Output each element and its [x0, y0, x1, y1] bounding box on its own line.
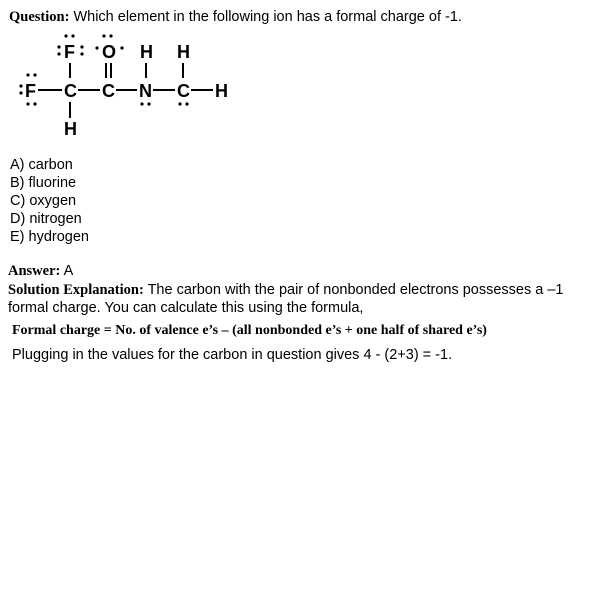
atom-c1: C: [64, 81, 77, 101]
answer-label: Answer:: [8, 263, 61, 279]
explanation-label: Solution Explanation:: [8, 282, 144, 298]
lewis-structure: [0, 30, 260, 150]
formal-charge-formula: Formal charge = No. of valence e’s – (all nonbonded e’s + one half of shared e’s): [12, 323, 487, 338]
atom-o-top: O: [102, 42, 117, 62]
option-d: D) nitrogen: [10, 211, 82, 227]
option-b: B) fluorine: [10, 175, 77, 191]
question: [9, 8, 462, 26]
atom-h-right: H: [215, 81, 228, 101]
plugging-values: Plugging in the values for the carbon in question gives 4 - (2+3) = -1.: [12, 347, 453, 363]
solution-explanation: [8, 281, 588, 317]
question-label: Question:: [9, 9, 70, 25]
atom-f-top: F: [64, 42, 75, 62]
atom-h-bottom: H: [64, 119, 77, 139]
atom-c2: C: [102, 81, 115, 101]
atom-f-left: F: [25, 81, 36, 101]
option-e: E) hydrogen: [10, 229, 89, 245]
explanation-text: The carbon with the pair of nonbonded electrons possesses a –1 formal charge. You can calculate this using the formula,: [8, 282, 564, 316]
answer-value: A: [60, 263, 74, 279]
answer-options: [10, 156, 89, 246]
atom-n: N: [139, 81, 152, 101]
question-text: Which element in the following ion has a formal charge of -1.: [69, 9, 462, 25]
option-c: C) oxygen: [10, 193, 77, 209]
atom-h-top-2: H: [177, 42, 190, 62]
answer: [8, 263, 73, 280]
atom-h-top-1: H: [140, 42, 153, 62]
option-a: A) carbon: [10, 157, 73, 173]
atom-c3: C: [177, 81, 190, 101]
